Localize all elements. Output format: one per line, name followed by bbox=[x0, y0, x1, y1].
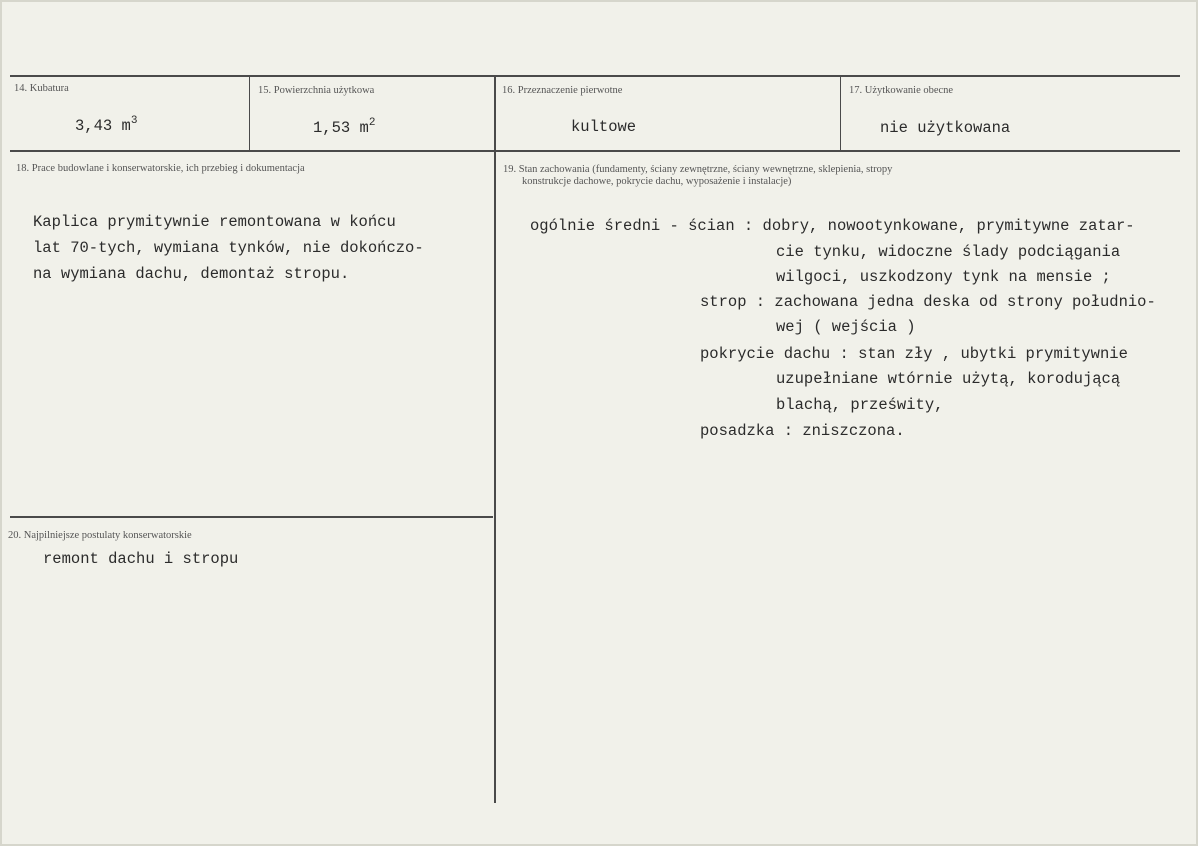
przeznaczenie-value: kultowe bbox=[571, 118, 637, 136]
uzytkowanie-label: 17. Użytkowanie obecne bbox=[849, 85, 954, 96]
prace-text bbox=[33, 209, 424, 287]
col-divider-2 bbox=[840, 75, 841, 151]
stan-label-line: konstrukcje dachowe, pokrycie dachu, wyposażenie i instalacje) bbox=[522, 176, 792, 187]
prace-line: lat 70-tych, wymiana tynków, nie dokończo- bbox=[33, 239, 424, 257]
przeznaczenie-label: 16. Przeznaczenie pierwotne bbox=[502, 85, 623, 96]
section-divider bbox=[10, 516, 493, 518]
prace-label: 18. Prace budowlane i konserwatorskie, ich przebieg i dokumentacja bbox=[16, 163, 305, 174]
stan-line: wej ( wejścia ) bbox=[776, 318, 916, 336]
center-divider bbox=[494, 75, 496, 803]
col-divider-1 bbox=[249, 75, 250, 151]
powierzchnia-label: 15. Powierzchnia użytkowa bbox=[258, 85, 375, 96]
prace-line: na wymiana dachu, demontaż stropu. bbox=[33, 265, 350, 283]
stan-line: ogólnie średni - ścian : dobry, nowootynkowane, prymitywne zatar- bbox=[530, 217, 1135, 235]
kubatura-label: 14. Kubatura bbox=[14, 83, 69, 94]
row-divider bbox=[10, 150, 1180, 152]
top-rule bbox=[10, 75, 1180, 77]
stan-line: cie tynku, widoczne ślady podciągania bbox=[776, 243, 1121, 261]
stan-line: uzupełniane wtórnie użytą, korodującą bbox=[776, 370, 1121, 388]
kubatura-value: 3,43 $m^3$ bbox=[75, 115, 138, 135]
stan-line: blachą, prześwity, bbox=[776, 396, 944, 414]
stan-line: pokrycie dachu : stan zły , ubytki prymitywnie bbox=[700, 345, 1128, 363]
stan-line: strop : zachowana jedna deska od strony południo- bbox=[700, 293, 1156, 311]
prace-line: Kaplica prymitywnie remontowana w końcu bbox=[33, 213, 396, 231]
stan-line: posadzka : zniszczona. bbox=[700, 422, 905, 440]
postulaty-value: remont dachu i stropu bbox=[43, 550, 239, 568]
stan-line: wilgoci, uszkodzony tynk na mensie ; bbox=[776, 268, 1111, 286]
stan-label bbox=[503, 164, 892, 188]
postulaty-label: 20. Najpilniejsze postulaty konserwatorskie bbox=[8, 530, 192, 541]
stan-label-line: 19. Stan zachowania (fundamenty, ściany zewnętrzne, ściany wewnętrzne, sklepienia, stropy bbox=[503, 164, 893, 175]
uzytkowanie-value: nie użytkowana bbox=[880, 119, 1011, 137]
powierzchnia-value: 1,53 $m^2$ bbox=[313, 117, 376, 137]
